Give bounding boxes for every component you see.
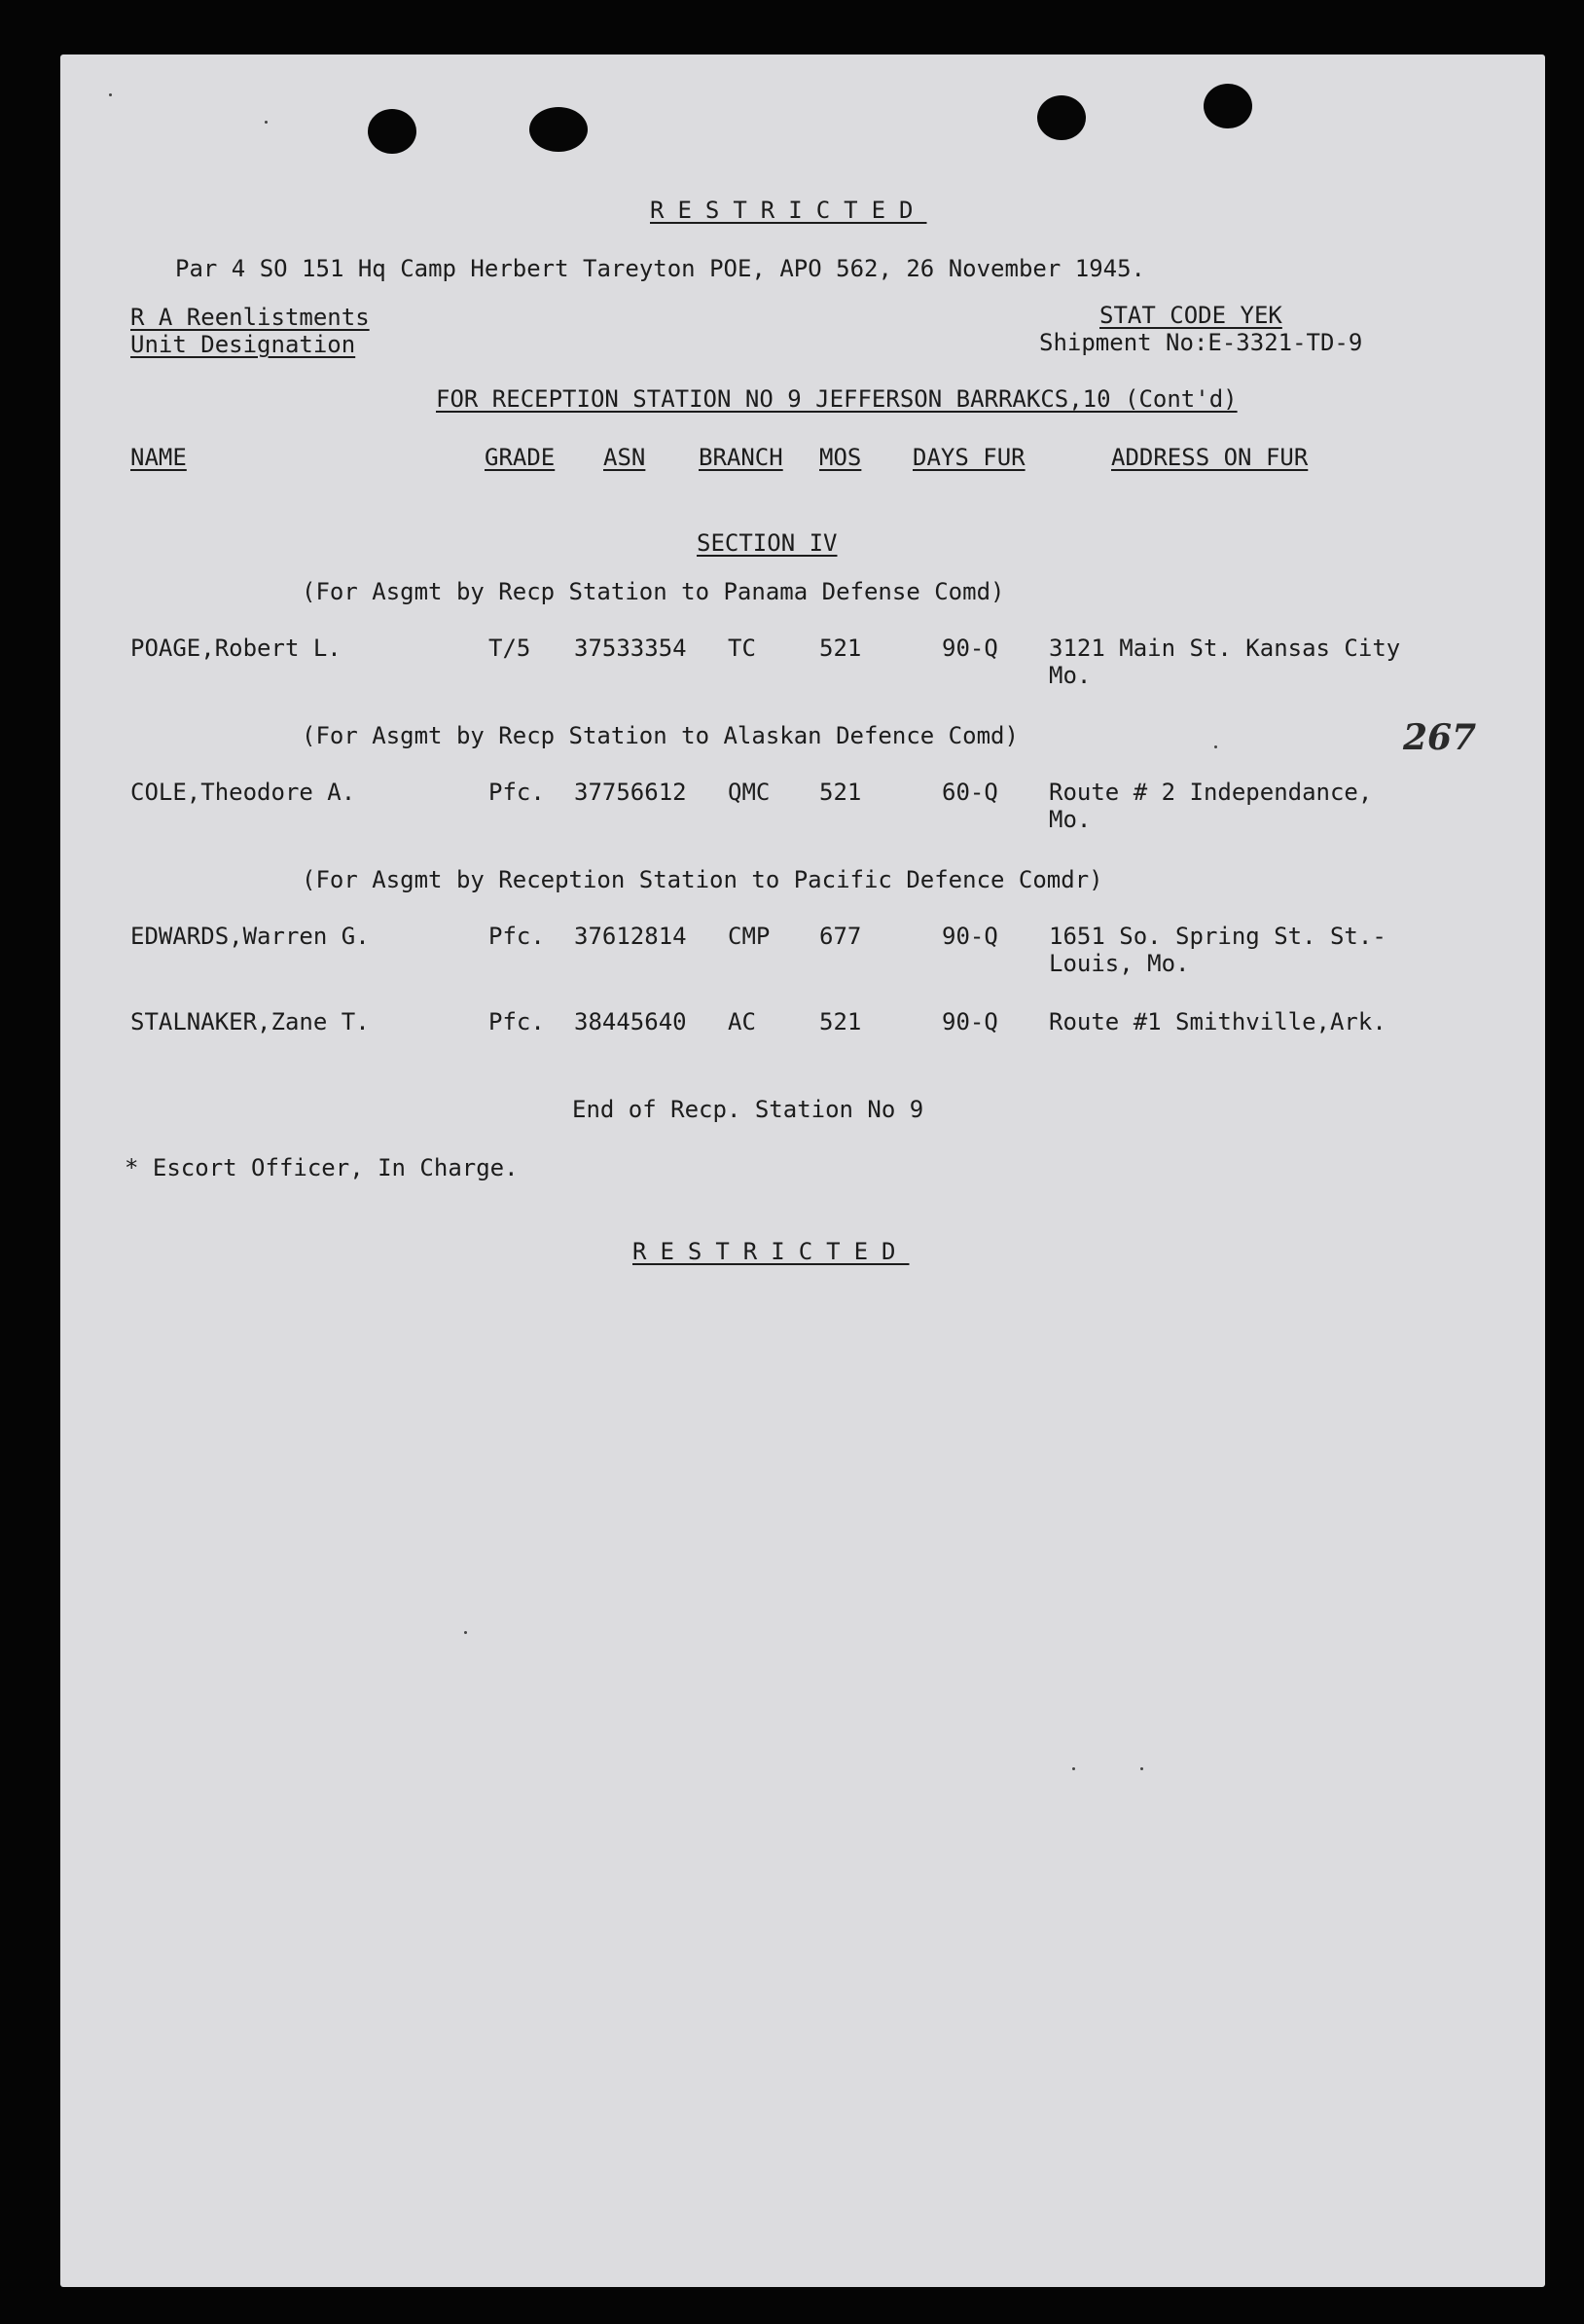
row-address-1: Route #1 Smithville,Ark.	[1049, 1008, 1386, 1035]
punch-hole	[1204, 84, 1252, 128]
row-address-1: 1651 So. Spring St. St.-	[1049, 923, 1386, 950]
row-address-1: 3121 Main St. Kansas City	[1049, 635, 1401, 662]
order-line: Par 4 SO 151 Hq Camp Herbert Tareyton POE, APO 562, 26 November 1945.	[175, 255, 1145, 282]
row-branch: TC	[728, 635, 756, 662]
stat-code: STAT CODE YEK	[1099, 302, 1282, 329]
reception-heading: FOR RECEPTION STATION NO 9 JEFFERSON BARRAKCS,10 (Cont'd)	[436, 385, 1238, 413]
unit-line-2: Unit Designation	[130, 331, 356, 358]
punch-hole	[529, 107, 588, 152]
col-mos: MOS	[819, 444, 862, 471]
restricted-header: RESTRICTED	[650, 197, 927, 224]
col-name: NAME	[130, 444, 187, 471]
shipment-no: Shipment No:E-3321-TD-9	[1039, 329, 1363, 356]
row-address-1: Route # 2 Independance,	[1049, 779, 1373, 806]
col-branch: BRANCH	[699, 444, 783, 471]
punch-hole	[1037, 95, 1086, 140]
restricted-footer: RESTRICTED	[632, 1238, 910, 1265]
row-grade: T/5	[488, 635, 531, 662]
row-name: EDWARDS,Warren G.	[130, 923, 370, 950]
row-asn: 37612814	[574, 923, 687, 950]
row-days: 90-Q	[942, 923, 998, 950]
page-number-handwritten: 267	[1403, 717, 1477, 758]
document-page	[60, 54, 1545, 2287]
row-days: 60-Q	[942, 779, 998, 806]
row-branch: AC	[728, 1008, 756, 1035]
end-of-station-line: End of Recp. Station No 9	[572, 1096, 924, 1123]
row-name: COLE,Theodore A.	[130, 779, 356, 806]
row-name: POAGE,Robert L.	[130, 635, 342, 662]
row-branch: CMP	[728, 923, 771, 950]
row-mos: 521	[819, 635, 862, 662]
row-days: 90-Q	[942, 635, 998, 662]
row-branch: QMC	[728, 779, 771, 806]
section-title: SECTION IV	[697, 529, 838, 557]
group-caption: (For Asgmt by Recp Station to Alaskan Defence Comd)	[302, 722, 1019, 749]
row-days: 90-Q	[942, 1008, 998, 1035]
row-mos: 521	[819, 779, 862, 806]
unit-line-1: R A Reenlistments	[130, 304, 370, 331]
group-caption: (For Asgmt by Recp Station to Panama Defense Comd)	[302, 578, 1005, 605]
row-asn: 37533354	[574, 635, 687, 662]
escort-officer-line: * Escort Officer, In Charge.	[125, 1154, 519, 1181]
row-grade: Pfc.	[488, 1008, 545, 1035]
row-mos: 677	[819, 923, 862, 950]
col-days-fur: DAYS FUR	[913, 444, 1026, 471]
row-grade: Pfc.	[488, 779, 545, 806]
col-grade: GRADE	[485, 444, 556, 471]
row-address-2: Louis, Mo.	[1049, 950, 1190, 977]
row-address-2: Mo.	[1049, 806, 1092, 833]
row-name: STALNAKER,Zane T.	[130, 1008, 370, 1035]
col-address: ADDRESS ON FUR	[1111, 444, 1309, 471]
row-asn: 38445640	[574, 1008, 687, 1035]
col-asn: ASN	[603, 444, 646, 471]
punch-hole	[368, 109, 416, 154]
row-grade: Pfc.	[488, 923, 545, 950]
row-asn: 37756612	[574, 779, 687, 806]
group-caption: (For Asgmt by Reception Station to Pacific Defence Comdr)	[302, 866, 1103, 893]
row-mos: 521	[819, 1008, 862, 1035]
row-address-2: Mo.	[1049, 662, 1092, 689]
